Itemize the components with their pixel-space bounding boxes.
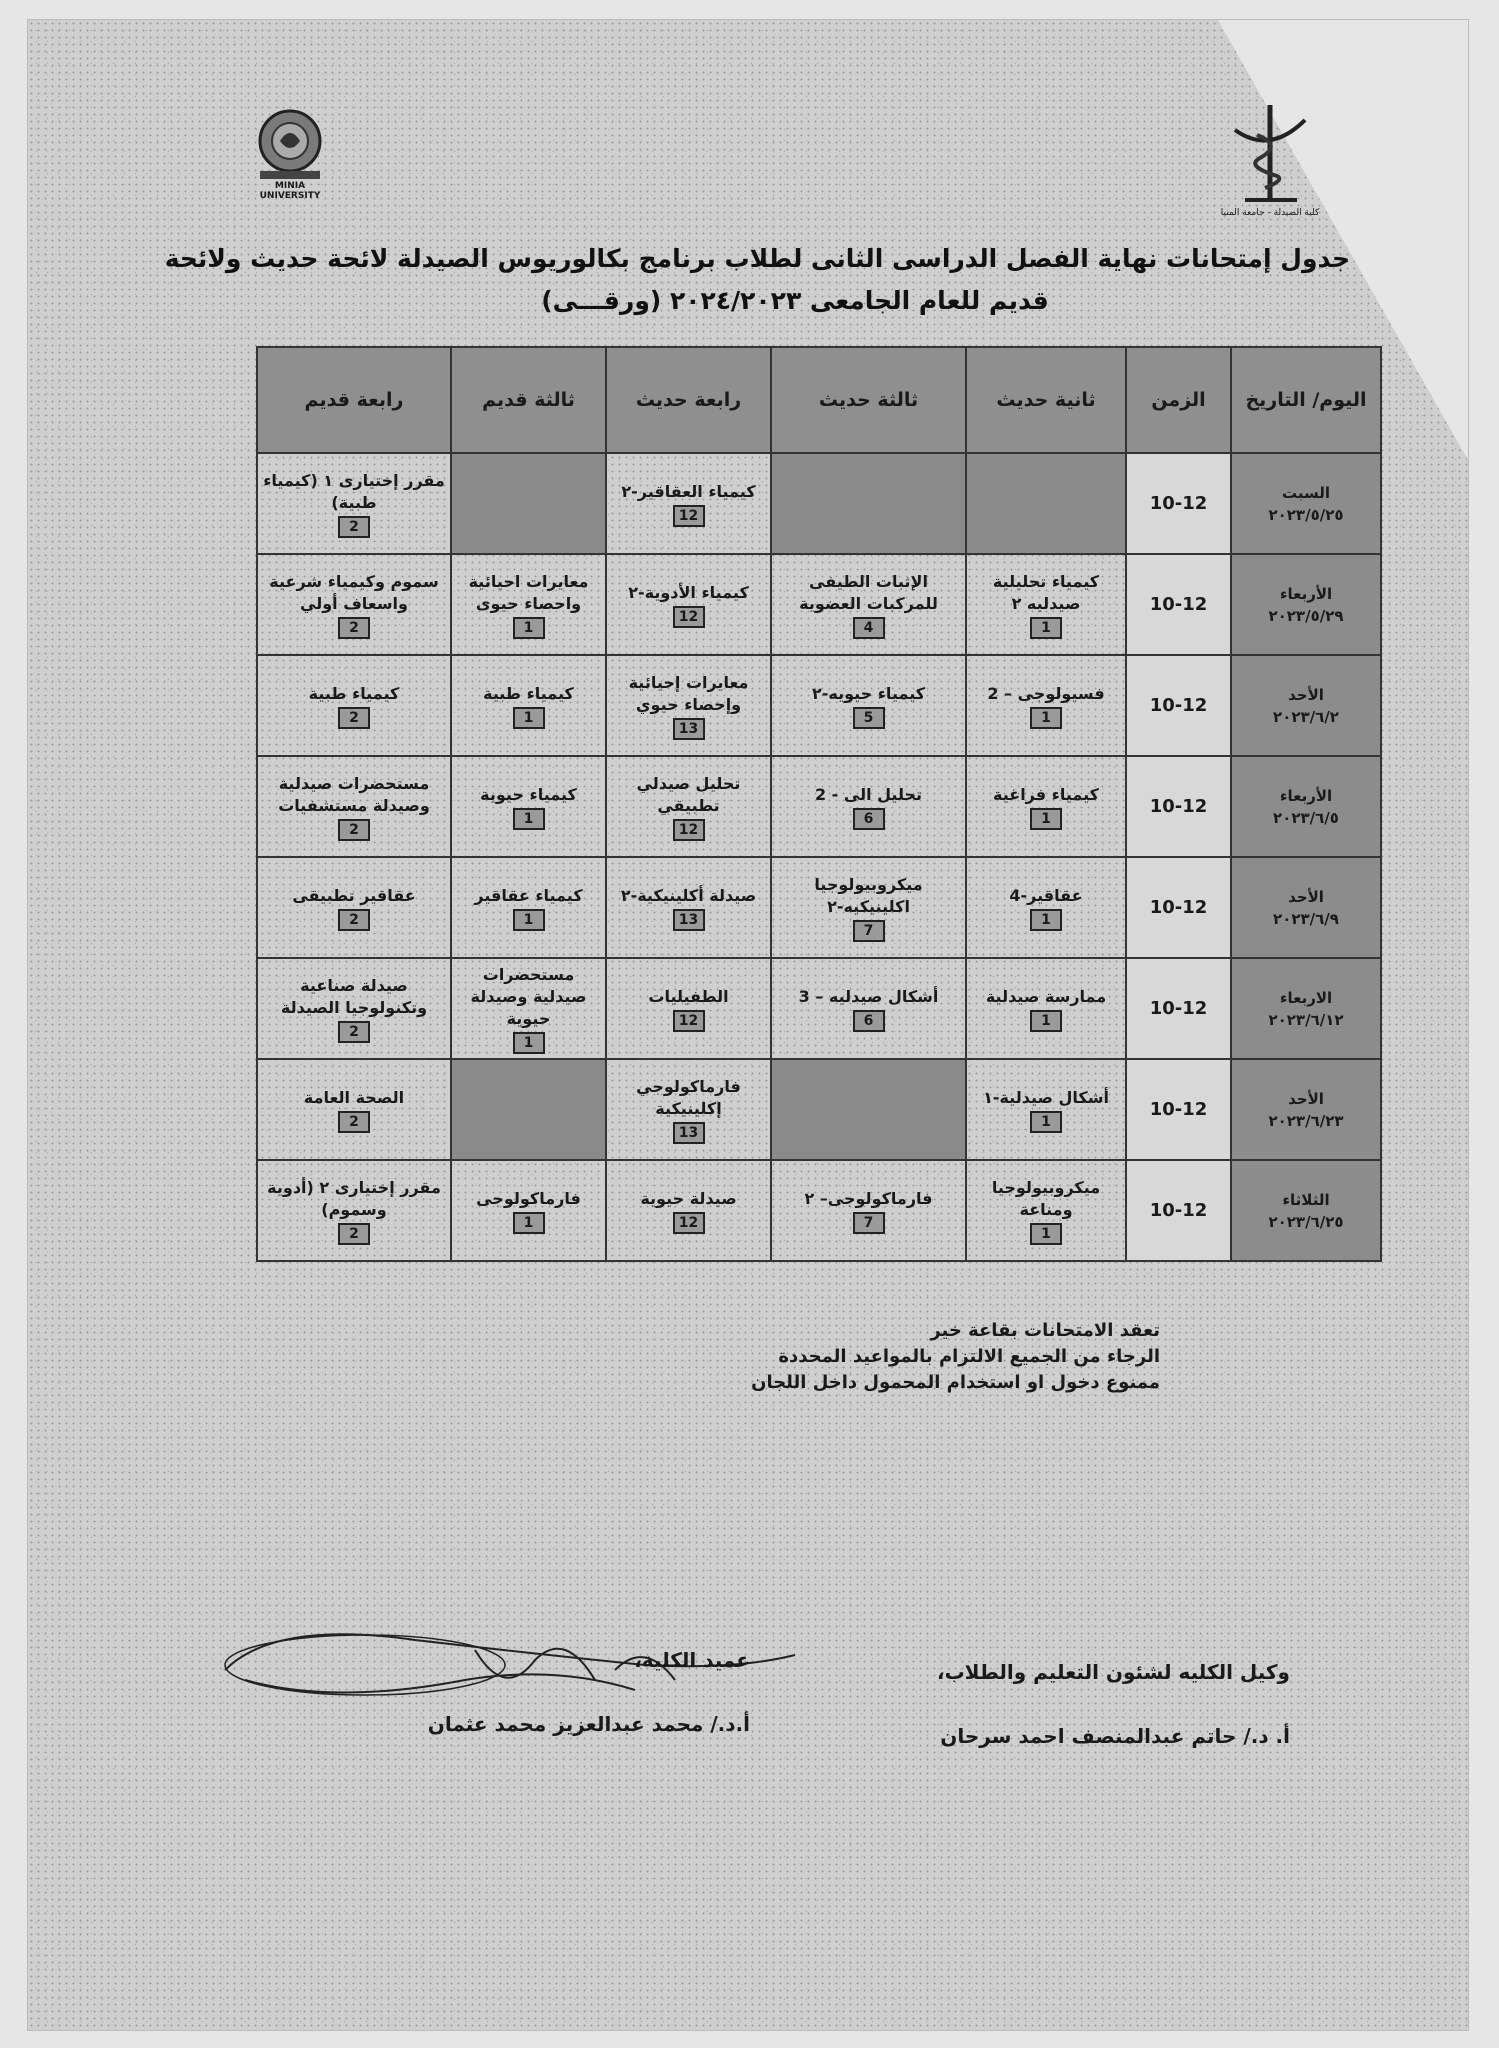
course-name: عقاقير-4 — [1009, 885, 1083, 905]
time-cell: 10-12 — [1126, 554, 1231, 655]
day-date-cell — [1231, 453, 1381, 554]
table-row — [257, 554, 1381, 655]
course-cell — [606, 453, 771, 554]
time-cell: 10-12 — [1126, 958, 1231, 1059]
course-name: صيدلة أكلينيكية-٢ — [620, 885, 757, 905]
hall-code-badge: 12 — [673, 505, 705, 527]
course-name: عقاقير تطبيقى — [292, 885, 416, 905]
hall-code-badge: 13 — [673, 1122, 705, 1144]
exam-date: ٢٠٢٣/٦/٢ — [1273, 707, 1339, 726]
course-name: أشكال صيدلية-١ — [983, 1087, 1109, 1107]
note-line: تعقد الامتحانات بقاعة خير — [930, 1320, 1160, 1341]
course-cell — [606, 1160, 771, 1261]
hall-code-badge: 1 — [1030, 707, 1062, 729]
day-name: السبت — [1281, 483, 1331, 502]
table-row — [257, 1160, 1381, 1261]
exam-schedule-table — [256, 346, 1382, 1262]
course-name: مستحضرات صيدلية وصيدلة مستشفيات — [278, 773, 430, 815]
time-cell: 10-12 — [1126, 655, 1231, 756]
hall-code-badge: 2 — [338, 1021, 370, 1043]
pharmacy-faculty-logo — [1205, 100, 1335, 230]
course-name: ممارسة صيدلية — [985, 986, 1107, 1006]
course-cell — [451, 655, 606, 756]
hall-code-badge: 2 — [338, 909, 370, 931]
table-row — [257, 857, 1381, 958]
course-name: ميكروبيولوجيا ومناعة — [991, 1177, 1101, 1219]
course-name: كيمياء الأدوية-٢ — [628, 582, 749, 602]
exam-notes — [600, 1318, 1160, 1396]
day-date-cell — [1231, 1160, 1381, 1261]
course-name: ميكروبيولوجيا اكلينيكيه-٢ — [814, 874, 923, 916]
exam-date: ٢٠٢٣/٥/٢٩ — [1268, 606, 1344, 625]
header-third-old: ثالثة قديم — [451, 347, 606, 453]
course-cell — [966, 857, 1126, 958]
hall-code-badge: 1 — [1030, 909, 1062, 931]
course-cell — [451, 1160, 606, 1261]
empty-cell — [771, 453, 966, 554]
course-name: تحليل صيدلي تطبيقي — [636, 773, 741, 815]
course-name: مقرر إختيارى ١ (كيمياء طبية) — [263, 470, 445, 512]
empty-cell — [771, 1059, 966, 1160]
course-name: الطفيليات — [648, 986, 729, 1006]
course-cell — [966, 554, 1126, 655]
exam-date: ٢٠٢٣/٥/٢٥ — [1268, 505, 1344, 524]
title-line-2: قديم للعام الجامعى ٢٠٢٤/٢٠٢٣ (ورقـــى) — [541, 286, 1049, 315]
course-name: كيمياء العقاقير-٢ — [621, 481, 756, 501]
course-cell — [966, 655, 1126, 756]
hall-code-badge: 2 — [338, 1111, 370, 1133]
course-cell — [771, 655, 966, 756]
table-row — [257, 1059, 1381, 1160]
course-cell — [606, 655, 771, 756]
course-cell — [966, 756, 1126, 857]
hall-code-badge: 1 — [1030, 1111, 1062, 1133]
hall-code-badge: 5 — [853, 707, 885, 729]
hall-code-badge: 7 — [853, 920, 885, 942]
course-name: مستحضرات صيدلية وصيدلة حيوية — [470, 964, 587, 1028]
day-name: الأربعاء — [1279, 584, 1333, 603]
hall-code-badge: 4 — [853, 617, 885, 639]
course-name: صيدلة حيوية — [640, 1188, 737, 1208]
hall-code-badge: 13 — [673, 718, 705, 740]
hall-code-badge: 1 — [1030, 1223, 1062, 1245]
hall-code-badge: 6 — [853, 1010, 885, 1032]
day-date-cell — [1231, 756, 1381, 857]
course-name: كيمياء عقاقير — [474, 885, 583, 905]
hall-code-badge: 1 — [1030, 808, 1062, 830]
hall-code-badge: 1 — [1030, 617, 1062, 639]
title-line-1: جدول إمتحانات نهاية الفصل الدراسى الثانى لطلاب برنامج بكالوريوس الصيدلة لائحة حديث ولائحة — [164, 244, 1350, 273]
day-date-cell — [1231, 857, 1381, 958]
exam-date: ٢٠٢٣/٦/١٢ — [1268, 1010, 1344, 1029]
course-cell — [606, 756, 771, 857]
table-row — [257, 655, 1381, 756]
course-cell — [771, 958, 966, 1059]
course-cell — [451, 958, 606, 1059]
course-cell — [771, 554, 966, 655]
course-name: فارماكولوجى– ٢ — [804, 1188, 933, 1208]
course-cell — [451, 857, 606, 958]
course-cell — [771, 857, 966, 958]
header-second-new: ثانية حديث — [966, 347, 1126, 453]
time-cell: 10-12 — [1126, 756, 1231, 857]
day-date-cell — [1231, 958, 1381, 1059]
course-cell — [606, 958, 771, 1059]
day-date-cell — [1231, 1059, 1381, 1160]
dean-name: أ.د./ محمد عبدالعزيز محمد عثمان — [427, 1712, 750, 1736]
course-name: كيمياء تحليلية صيدليه ٢ — [992, 571, 1100, 613]
course-cell — [257, 756, 451, 857]
course-name: كيمياء طبية — [483, 683, 574, 703]
course-name: كيمياء حيوية — [480, 784, 577, 804]
exam-date: ٢٠٢٣/٦/٩ — [1273, 909, 1339, 928]
hall-code-badge: 7 — [853, 1212, 885, 1234]
exam-date: ٢٠٢٣/٦/٢٣ — [1268, 1111, 1344, 1130]
course-cell — [257, 958, 451, 1059]
note-line: ممنوع دخول او استخدام المحمول داخل اللجان — [751, 1372, 1160, 1393]
course-name: فارماكولوجي إكلينيكية — [636, 1076, 741, 1118]
course-cell — [771, 756, 966, 857]
course-name: مقرر إختيارى ٢ (أدوية وسموم) — [267, 1177, 441, 1219]
course-name: سموم وكيمياء شرعية واسعاف أولي — [269, 571, 439, 613]
hall-code-badge: 2 — [338, 617, 370, 639]
vice-dean-title: وكيل الكليه لشئون التعليم والطلاب، — [936, 1660, 1290, 1684]
day-name: الأحد — [1288, 1089, 1324, 1108]
course-cell — [606, 857, 771, 958]
course-cell — [966, 1059, 1126, 1160]
exam-date: ٢٠٢٣/٦/٢٥ — [1268, 1212, 1344, 1231]
course-cell — [966, 958, 1126, 1059]
course-name: الإثبات الطيفى للمركبات العضوية — [799, 571, 938, 613]
course-cell — [771, 1160, 966, 1261]
day-name: الثلاثاء — [1282, 1190, 1330, 1209]
hall-code-badge: 12 — [673, 606, 705, 628]
course-cell — [257, 1059, 451, 1160]
course-cell — [257, 857, 451, 958]
hall-code-badge: 13 — [673, 909, 705, 931]
empty-cell — [451, 1059, 606, 1160]
hall-code-badge: 2 — [338, 707, 370, 729]
day-name: الاربعاء — [1279, 988, 1333, 1007]
course-cell — [257, 554, 451, 655]
course-name: تحليل الى - 2 — [814, 784, 923, 804]
header-fourth-new: رابعة حديث — [606, 347, 771, 453]
course-cell — [606, 1059, 771, 1160]
note-line: الرجاء من الجميع الالتزام بالمواعيد المحددة — [778, 1346, 1160, 1367]
table-row — [257, 756, 1381, 857]
course-cell — [966, 1160, 1126, 1261]
time-cell: 10-12 — [1126, 1160, 1231, 1261]
table-row — [257, 958, 1381, 1059]
hall-code-badge: 1 — [1030, 1010, 1062, 1032]
table-row — [257, 453, 1381, 554]
day-date-cell — [1231, 655, 1381, 756]
hall-code-badge: 2 — [338, 1223, 370, 1245]
dean-title: عميد الكلية، — [634, 1648, 750, 1672]
exam-date: ٢٠٢٣/٦/٥ — [1273, 808, 1339, 827]
day-name: الأربعاء — [1279, 786, 1333, 805]
vice-dean-name: أ. د./ حاتم عبدالمنصف احمد سرحان — [940, 1724, 1290, 1748]
course-name: أشكال صيدليه – 3 — [798, 986, 939, 1006]
course-cell — [257, 655, 451, 756]
course-name: فارماكولوجى — [476, 1188, 581, 1208]
course-name: كيمياء فراغية — [993, 784, 1099, 804]
time-cell: 10-12 — [1126, 1059, 1231, 1160]
time-cell: 10-12 — [1126, 453, 1231, 554]
course-name: فسيولوجى – 2 — [987, 683, 1105, 703]
empty-cell — [451, 453, 606, 554]
hall-code-badge: 6 — [853, 808, 885, 830]
hall-code-badge: 12 — [673, 819, 705, 841]
course-name: كيمياء حيويه-٢ — [811, 683, 926, 703]
hall-code-badge: 1 — [513, 1212, 545, 1234]
course-cell — [257, 453, 451, 554]
hall-code-badge: 12 — [673, 1010, 705, 1032]
day-date-cell — [1231, 554, 1381, 655]
hall-code-badge: 2 — [338, 819, 370, 841]
course-name: معايرات إحيائية وإحصاء حيوي — [628, 672, 749, 714]
page-title — [164, 238, 1350, 322]
course-cell — [606, 554, 771, 655]
table-header-row — [257, 347, 1381, 453]
hall-code-badge: 1 — [513, 909, 545, 931]
course-cell — [451, 756, 606, 857]
header-day-date: اليوم/ التاريخ — [1231, 347, 1381, 453]
header-time: الزمن — [1126, 347, 1231, 453]
hall-code-badge: 1 — [513, 1032, 545, 1054]
course-name: صيدلة صناعية وتكنولوجيا الصيدلة — [280, 975, 428, 1017]
course-name: كيمياء طبية — [308, 683, 400, 703]
vice-dean-signature-block — [880, 1640, 1290, 1768]
hall-code-badge: 1 — [513, 617, 545, 639]
course-name: الصحة العامة — [303, 1087, 405, 1107]
course-cell — [257, 1160, 451, 1261]
hall-code-badge: 1 — [513, 707, 545, 729]
hall-code-badge: 2 — [338, 516, 370, 538]
day-name: الأحد — [1288, 685, 1324, 704]
header-third-new: ثالثة حديث — [771, 347, 966, 453]
header-fourth-old: رابعة قديم — [257, 347, 451, 453]
day-name: الأحد — [1288, 887, 1324, 906]
hall-code-badge: 12 — [673, 1212, 705, 1234]
university-logo-text: MINIA UNIVERSITY — [259, 181, 321, 201]
time-cell: 10-12 — [1126, 857, 1231, 958]
faculty-logo-text: كلية الصيدلة - جامعة المنيا — [1220, 208, 1320, 218]
course-name: معايرات احيائية واحصاء حيوى — [468, 571, 589, 613]
minia-university-logo — [250, 105, 330, 200]
empty-cell — [966, 453, 1126, 554]
dean-signature-block — [330, 1628, 750, 1756]
course-cell — [451, 554, 606, 655]
hall-code-badge: 1 — [513, 808, 545, 830]
